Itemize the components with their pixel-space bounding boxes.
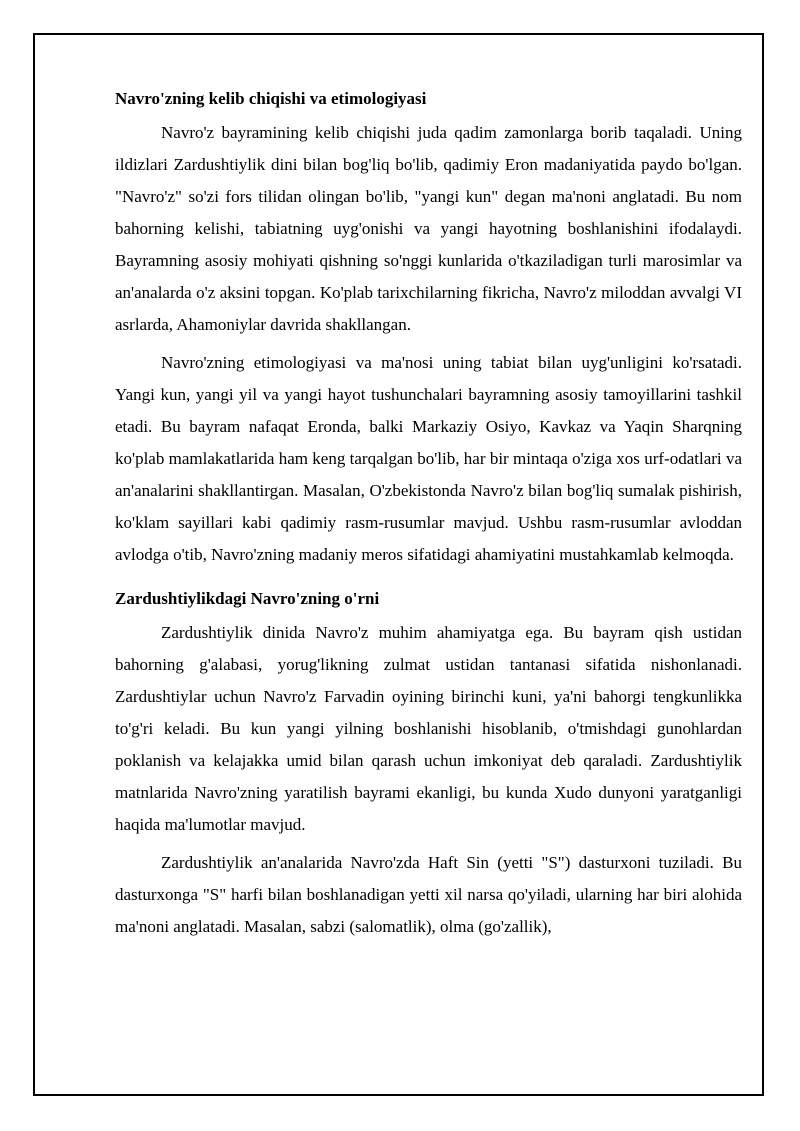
paragraph-origin-1: Navro'z bayramining kelib chiqishi juda qadim zamonlarga borib taqaladi. Uning ildizlari Zardushtiylik dini bilan bog'liq bo'lib, qadimiy Eron madaniyatida paydo bo'lgan. "Navro'z" so'zi fors tilidan olingan bo'lib, "yangi kun" degan ma'noni anglatadi. Bu nom bahorning kelishi, tabiatning uyg'onishi va yangi hayotning boshlanishini ifodalaydi. Bayramning asosiy mohiyati qishning so'nggi kunlarida o'tkaziladigan turli marosimlar va an'analarda o'z aksini topgan. Ko'plab tarixchilarning fikricha, Navro'z miloddan avvalgi VI asrlarda, Ahamoniylar davrida shakllangan. xyxy=(115,123,742,334)
section-heading-origin: Navro'zning kelib chiqishi va etimologiyasi xyxy=(115,89,427,108)
paragraph-zoroastrianism-1: Zardushtiylik dinida Navro'z muhim ahamiyatga ega. Bu bayram qish ustidan bahorning g'alabasi, yorug'likning zulmat ustidan tantanasi sifatida nishonlanadi. Zardushtiylar uchun Navro'z Farvadin oyining birinchi kuni, ya'ni bahorgi tengkunlikka to'g'ri keladi. Bu kun yangi yilning boshlanishi hisoblanib, o'tmishdagi gunohlardan poklanish va kelajakka umid bilan qarash uchun imkoniyat deb qaraladi. Zardushtiylik matnlarida Navro'zning yaratilish bayrami ekanligi, bu kunda Xudo dunyoni yaratganligi haqida ma'lumotlar mavjud. xyxy=(115,623,742,834)
document-body xyxy=(115,83,742,949)
section-heading-zoroastrianism: Zardushtiylikdagi Navro'zning o'rni xyxy=(115,589,380,608)
paragraph-zoroastrianism-2: Zardushtiylik an'analarida Navro'zda Haft Sin (yetti "S") dasturxoni tuziladi. Bu dasturxonga "S" harfi bilan boshlanadigan yetti xil narsa qo'yiladi, ularning har biri alohida ma'noni anglatadi. Masalan, sabzi (salomatlik), olma (go'zallik), xyxy=(115,853,742,936)
paragraph-origin-2: Navro'zning etimologiyasi va ma'nosi uning tabiat bilan uyg'unligini ko'rsatadi. Yangi kun, yangi yil va yangi hayot tushunchalari bayramning asosiy tamoyillarini tashkil etadi. Bu bayram nafaqat Eronda, balki Markaziy Osiyo, Kavkaz va Yaqin Sharqning ko'plab mamlakatlarida ham keng tarqalgan bo'lib, har bir mintaqa o'ziga xos urf-odatlari va an'analarini shakllantirgan. Masalan, O'zbekistonda Navro'z bilan bog'liq sumalak pishirish, ko'klam sayillari kabi qadimiy rasm-rusumlar mavjud. Ushbu rasm-rusumlar avloddan avlodga o'tib, Navro'zning madaniy meros sifatidagi ahamiyatini mustahkamlab kelmoqda. xyxy=(115,353,742,564)
